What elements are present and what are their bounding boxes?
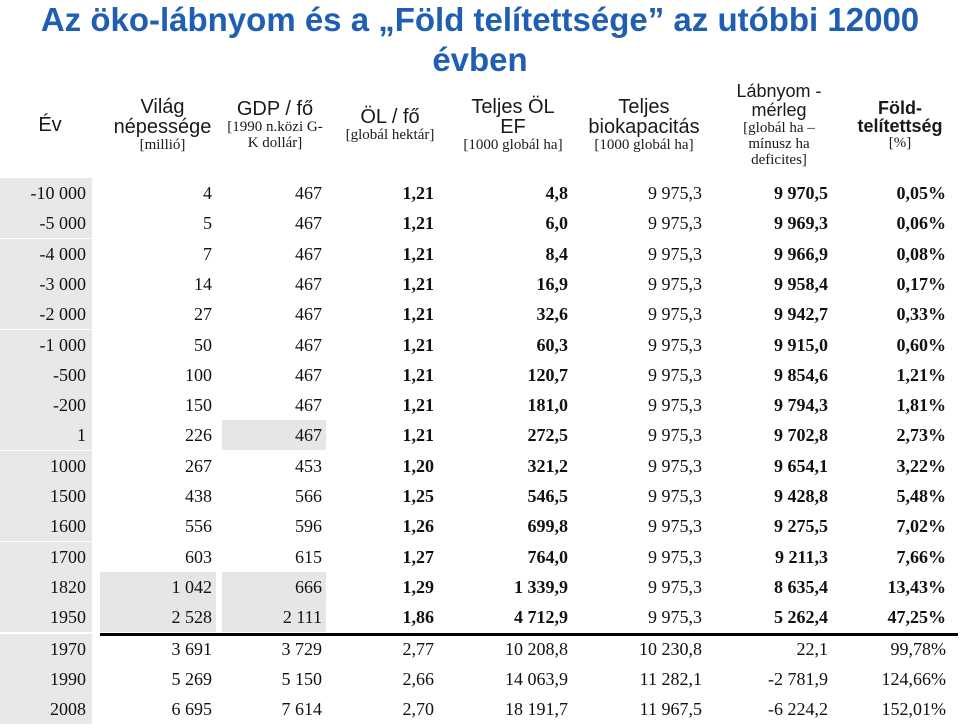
table-cell-bal: 9 915,0 <box>774 334 828 355</box>
table-cell-bal: 9 969,3 <box>774 213 828 234</box>
row-year-cell: 1500 <box>0 481 92 511</box>
table-cell-gdp: 666 <box>222 572 326 602</box>
table-cell-ef: 764,0 <box>527 546 568 567</box>
table-cell-ol: 1,21 <box>402 273 434 294</box>
table-cell-sat: 0,05% <box>896 183 946 203</box>
row-year-cell: -200 <box>0 390 92 420</box>
table-cell-ol: 1,86 <box>402 607 434 628</box>
table-cell-ol: 2,77 <box>402 639 434 659</box>
table-cell-pop: 7 <box>203 243 212 264</box>
table-cell-bio: 9 975,3 <box>648 546 702 567</box>
table-cell-ef: 14 063,9 <box>505 669 568 689</box>
table-cell-sat: 124,66% <box>881 669 946 689</box>
row-year-cell: -1 000 <box>0 330 92 360</box>
table-cell-bal: 9 966,9 <box>774 243 828 264</box>
table-cell-bio: 9 975,3 <box>648 486 702 506</box>
table-cell-bal: 8 635,4 <box>774 576 828 597</box>
table-cell-bal: 9 428,8 <box>774 486 828 506</box>
table-cell-gdp: 467 <box>295 304 322 325</box>
table-cell-gdp: 2 111 <box>222 602 326 632</box>
row-year-cell: -500 <box>0 360 92 390</box>
table-cell-sat: 7,02% <box>896 516 946 537</box>
row-year-cell: -4 000 <box>0 239 92 269</box>
row-year-cell: -5 000 <box>0 208 92 238</box>
header-bio-label: Teljes biokapacitás <box>588 96 700 138</box>
table-cell-bio: 9 975,3 <box>648 213 702 234</box>
table-cell-sat: 0,60% <box>896 334 946 355</box>
table-cell-sat: 1,81% <box>896 395 946 416</box>
row-year-cell: 1970 <box>0 634 92 664</box>
table-cell-ol: 1,21 <box>402 334 434 355</box>
table-cell-bio: 9 975,3 <box>648 425 702 446</box>
table-cell-gdp: 467 <box>295 273 322 294</box>
row-year-cell: 1990 <box>0 664 92 694</box>
table-cell-ol: 1,21 <box>402 395 434 416</box>
table-cell-bal: 9 794,3 <box>774 395 828 416</box>
table-cell-bio: 9 975,3 <box>648 607 702 628</box>
page-title: Az öko-lábnyom és a „Föld telítettsége” az utóbbi 12000 évben <box>40 1 920 78</box>
table-cell-bal: 9 275,5 <box>774 516 828 537</box>
table-cell-sat: 0,08% <box>896 243 946 264</box>
table-cell-ol: 2,66 <box>402 669 434 689</box>
table-cell-pop: 4 <box>203 183 212 203</box>
table-cell-ol: 1,21 <box>402 304 434 325</box>
table-cell-bal: 9 958,4 <box>774 273 828 294</box>
row-year-cell: 1000 <box>0 451 92 481</box>
table-cell-pop: 50 <box>194 334 212 355</box>
header-ef-unit: [1000 globál ha] <box>463 137 563 153</box>
table-cell-gdp: 467 <box>222 420 326 450</box>
table-cell-pop: 267 <box>185 455 212 476</box>
table-cell-ef: 699,8 <box>527 516 568 537</box>
table-cell-pop: 1 042 <box>100 572 216 602</box>
row-year-cell: -3 000 <box>0 269 92 299</box>
header-year-label: Év <box>38 114 62 136</box>
table-cell-ef: 18 191,7 <box>505 699 568 719</box>
table-cell-bio: 9 975,3 <box>648 364 702 385</box>
table-cell-sat: 5,48% <box>896 486 946 506</box>
table-cell-gdp: 453 <box>295 455 322 476</box>
table-cell-ef: 4 712,9 <box>514 607 568 628</box>
table-cell-bal: 9 854,6 <box>774 364 828 385</box>
table-cell-ol: 2,70 <box>402 699 434 719</box>
table-cell-ef: 1 339,9 <box>514 576 568 597</box>
table-cell-bal: -6 224,2 <box>768 699 828 719</box>
row-year-cell: 1600 <box>0 511 92 541</box>
table-cell-bal: 9 654,1 <box>774 455 828 476</box>
table-cell-pop: 150 <box>185 395 212 416</box>
table-cell-ef: 4,8 <box>545 183 568 203</box>
table-cell-pop: 226 <box>185 425 212 446</box>
table-cell-bio: 9 975,3 <box>648 334 702 355</box>
table-cell-bio: 9 975,3 <box>648 183 702 203</box>
table-cell-ol: 1,21 <box>402 243 434 264</box>
table-cell-sat: 13,43% <box>887 576 946 597</box>
table-cell-bal: 9 702,8 <box>774 425 828 446</box>
table-cell-pop: 2 528 <box>100 602 216 632</box>
table-cell-pop: 6 695 <box>171 699 212 719</box>
table-cell-ef: 120,7 <box>527 364 568 385</box>
header-population-unit: [millió] <box>139 137 186 153</box>
table-cell-ol: 1,21 <box>402 213 434 234</box>
table-cell-bal: 5 262,4 <box>774 607 828 628</box>
table-cell-pop: 3 691 <box>171 639 212 659</box>
row-year-cell: 2008 <box>0 694 92 724</box>
header-saturation-unit: [%] <box>888 135 912 151</box>
table-cell-bal: 9 211,3 <box>774 546 828 567</box>
table-cell-ef: 10 208,8 <box>505 639 568 659</box>
table-cell-pop: 603 <box>185 546 212 567</box>
table-cell-ef: 272,5 <box>527 425 568 446</box>
table-cell-gdp: 467 <box>295 243 322 264</box>
row-year-cell: 1700 <box>0 542 92 572</box>
table-cell-bio: 9 975,3 <box>648 395 702 416</box>
table-cell-gdp: 596 <box>295 516 322 537</box>
table-cell-gdp: 3 729 <box>281 639 322 659</box>
row-year-cell: -2 000 <box>0 299 92 329</box>
header-bio-unit: [1000 globál ha] <box>594 137 694 153</box>
header-saturation-label: Föld-telítettség <box>857 98 943 136</box>
table-cell-bio: 9 975,3 <box>648 304 702 325</box>
table-cell-gdp: 467 <box>295 183 322 203</box>
table-cell-ol: 1,21 <box>402 425 434 446</box>
table-cell-ol: 1,21 <box>402 183 434 203</box>
table-cell-sat: 7,66% <box>896 546 946 567</box>
table-cell-sat: 152,01% <box>881 699 946 719</box>
header-ef-label: Teljes ÖL EF <box>471 96 555 138</box>
row-year-cell: 1950 <box>0 602 92 632</box>
table-cell-ol: 1,21 <box>402 364 434 385</box>
table-cell-ef: 546,5 <box>527 486 568 506</box>
table-cell-pop: 556 <box>185 516 212 537</box>
header-gdp-label: GDP / fő <box>236 98 314 120</box>
table-cell-sat: 2,73% <box>896 425 946 446</box>
table-cell-bio: 9 975,3 <box>648 576 702 597</box>
table-cell-pop: 5 269 <box>171 669 212 689</box>
table-cell-bio: 9 975,3 <box>648 516 702 537</box>
table-cell-pop: 27 <box>194 304 212 325</box>
table-separator <box>100 633 958 636</box>
header-ol-unit: [globál hektár] <box>345 127 435 143</box>
table-cell-ef: 16,9 <box>536 273 568 294</box>
table-cell-ol: 1,26 <box>402 516 434 537</box>
header-balance-unit: [globál ha – mínusz ha deficites] <box>743 120 815 168</box>
table-cell-gdp: 5 150 <box>281 669 322 689</box>
table-cell-sat: 3,22% <box>896 455 946 476</box>
table-cell-bio: 9 975,3 <box>648 243 702 264</box>
header-ol-label: ÖL / fő <box>360 106 420 128</box>
table-cell-pop: 5 <box>203 213 212 234</box>
table-cell-sat: 0,33% <box>896 304 946 325</box>
table-cell-sat: 47,25% <box>887 607 946 628</box>
table-cell-bal: 9 970,5 <box>774 183 828 203</box>
table-cell-gdp: 467 <box>295 213 322 234</box>
table-cell-bio: 11 967,5 <box>639 699 702 719</box>
table-cell-sat: 1,21% <box>896 364 946 385</box>
table-cell-bio: 11 282,1 <box>639 669 702 689</box>
table-cell-sat: 0,17% <box>896 273 946 294</box>
table-cell-pop: 14 <box>194 273 212 294</box>
table-cell-ef: 8,4 <box>545 243 568 264</box>
table-cell-gdp: 467 <box>295 395 322 416</box>
row-year-cell: 1820 <box>0 572 92 602</box>
table-cell-sat: 99,78% <box>890 639 946 659</box>
table-cell-bio: 9 975,3 <box>648 455 702 476</box>
table-cell-gdp: 7 614 <box>281 699 322 719</box>
table-cell-ef: 181,0 <box>527 395 568 416</box>
table-cell-bio: 10 230,8 <box>639 639 702 659</box>
table-cell-ol: 1,29 <box>402 576 434 597</box>
header-gdp-unit: [1990 n.közi G-K dollár] <box>227 119 323 151</box>
table-cell-ol: 1,20 <box>402 455 434 476</box>
header-balance-label: Lábnyom - mérleg <box>736 81 822 120</box>
row-year-cell: -10 000 <box>0 178 92 208</box>
table-cell-gdp: 615 <box>295 546 322 567</box>
table-cell-ef: 6,0 <box>545 213 568 234</box>
table-cell-ef: 60,3 <box>536 334 568 355</box>
table-cell-pop: 438 <box>185 486 212 506</box>
table-cell-bio: 9 975,3 <box>648 273 702 294</box>
table-cell-bal: 9 942,7 <box>774 304 828 325</box>
table-cell-ol: 1,27 <box>402 546 434 567</box>
table-cell-bal: -2 781,9 <box>768 669 828 689</box>
table-cell-bal: 22,1 <box>796 639 828 659</box>
table-cell-gdp: 467 <box>295 364 322 385</box>
table-cell-gdp: 467 <box>295 334 322 355</box>
table-cell-ef: 321,2 <box>527 455 568 476</box>
table-cell-ef: 32,6 <box>536 304 568 325</box>
header-population-label: Világ népessége <box>113 96 212 138</box>
row-year-cell: 1 <box>0 420 92 450</box>
table-cell-gdp: 566 <box>295 486 322 506</box>
table-cell-pop: 100 <box>185 364 212 385</box>
table-cell-sat: 0,06% <box>896 213 946 234</box>
table-cell-ol: 1,25 <box>402 486 434 506</box>
